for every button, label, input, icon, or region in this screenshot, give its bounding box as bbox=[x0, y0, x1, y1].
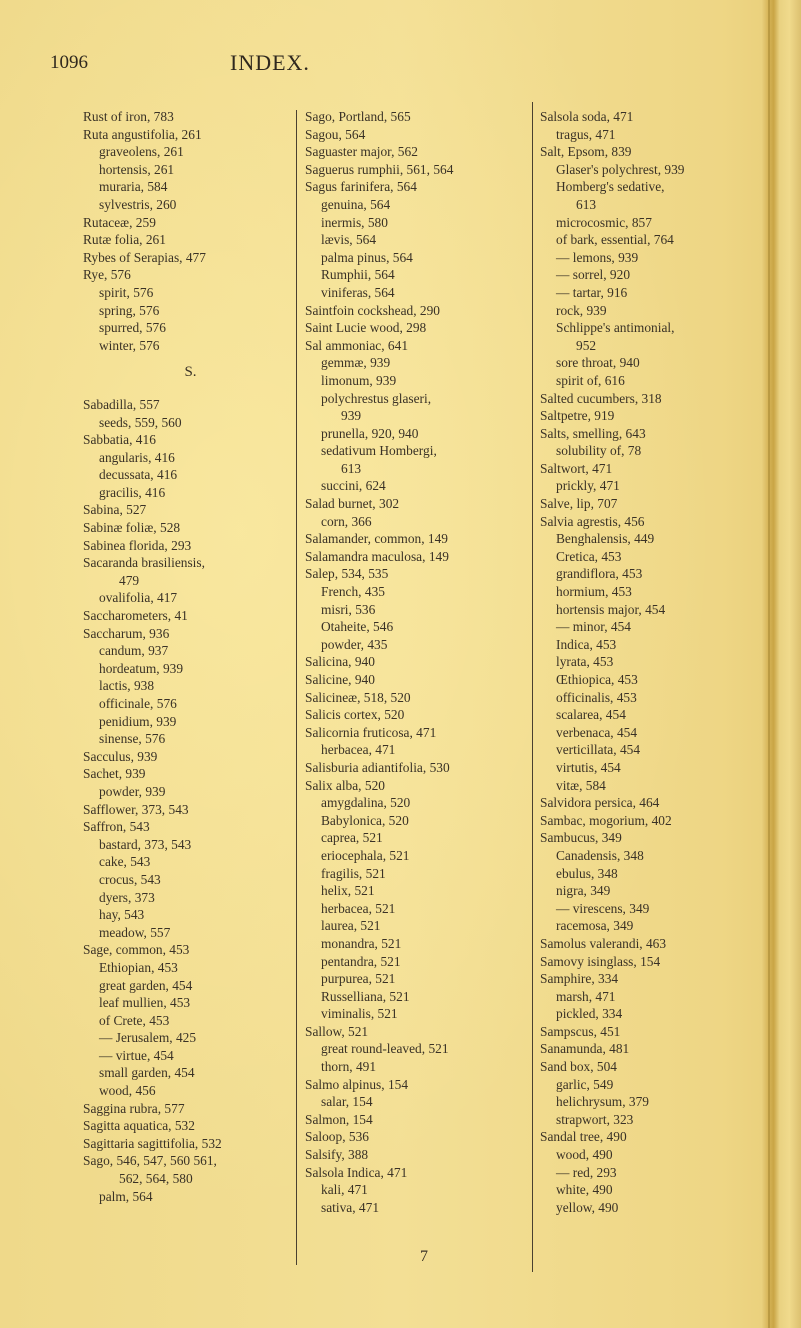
index-subentry: verticillata, 454 bbox=[556, 742, 641, 758]
index-entry: Ruta angustifolia, 261 bbox=[83, 126, 202, 142]
index-subentry: Canadensis, 348 bbox=[556, 847, 644, 863]
index-subentry: powder, 939 bbox=[99, 783, 166, 799]
index-subentry: great round-leaved, 521 bbox=[321, 1041, 449, 1057]
index-entry: Sago, Portland, 565 bbox=[305, 109, 411, 124]
index-subentry: yellow, 490 bbox=[556, 1199, 619, 1215]
signature-mark: 7 bbox=[420, 1248, 428, 1265]
section-letter: S. bbox=[184, 364, 197, 381]
index-subentry: garlic, 549 bbox=[556, 1076, 614, 1092]
index-subentry: spirit, 576 bbox=[99, 284, 154, 300]
index-subentry: officinalis, 453 bbox=[556, 689, 637, 705]
index-entry: Saguerus rumphii, 561, 564 bbox=[305, 161, 454, 177]
index-entry: Rust of iron, 783 bbox=[83, 109, 174, 124]
index-subentry: Russelliana, 521 bbox=[321, 988, 410, 1004]
index-entry: Salicornia fruticosa, 471 bbox=[305, 724, 437, 740]
index-subentry: hortensis major, 454 bbox=[556, 601, 666, 617]
index-subentry: meadow, 557 bbox=[99, 924, 171, 940]
index-subentry: graveolens, 261 bbox=[99, 144, 184, 160]
index-subentry: thorn, 491 bbox=[321, 1059, 377, 1075]
index-entry: Sambac, mogorium, 402 bbox=[540, 812, 672, 828]
index-entry: Saint Lucie wood, 298 bbox=[305, 320, 427, 336]
index-subentry: 952 bbox=[576, 337, 597, 353]
index-subentry: racemosa, 349 bbox=[556, 918, 634, 934]
index-entry: Saccharum, 936 bbox=[83, 625, 170, 641]
index-subentry: Œthiopica, 453 bbox=[556, 672, 638, 687]
index-subentry: grandiflora, 453 bbox=[556, 566, 643, 582]
index-subentry: viminalis, 521 bbox=[321, 1006, 398, 1022]
index-subentry: purpurea, 521 bbox=[321, 971, 396, 987]
index-entry: Sagitta aquatica, 532 bbox=[83, 1118, 195, 1134]
index-entry: Salmo alpinus, 154 bbox=[305, 1076, 409, 1092]
index-subentry: — red, 293 bbox=[556, 1164, 617, 1180]
index-entry: Sagus farinifera, 564 bbox=[305, 179, 417, 195]
index-subentry: — tartar, 916 bbox=[556, 284, 628, 300]
index-subentry: winter, 576 bbox=[99, 337, 160, 353]
index-entry: Sacculus, 939 bbox=[83, 748, 158, 764]
index-entry: Sage, common, 453 bbox=[83, 942, 190, 958]
index-entry: Salad burnet, 302 bbox=[305, 496, 400, 512]
index-entry: Sacaranda brasiliensis, bbox=[83, 555, 205, 571]
index-subentry: limonum, 939 bbox=[321, 372, 397, 388]
index-subentry: scalarea, 454 bbox=[556, 707, 626, 723]
index-entry: Salix alba, 520 bbox=[305, 777, 385, 793]
index-subentry: small garden, 454 bbox=[99, 1065, 195, 1081]
index-entry: Samovy isinglass, 154 bbox=[540, 953, 661, 969]
index-subentry: eriocephala, 521 bbox=[321, 847, 410, 863]
index-subentry: prickly, 471 bbox=[556, 478, 620, 494]
index-subentry: ovalifolia, 417 bbox=[99, 590, 178, 606]
index-subentry: hortensis, 261 bbox=[99, 161, 175, 177]
index-subentry: genuina, 564 bbox=[321, 196, 391, 212]
index-subentry: angularis, 416 bbox=[99, 449, 175, 465]
index-entry: Sal ammoniac, 641 bbox=[305, 337, 409, 353]
index-subentry: hormium, 453 bbox=[556, 584, 632, 600]
index-entry: Salted cucumbers, 318 bbox=[540, 390, 662, 406]
index-subentry: of bark, essential, 764 bbox=[556, 232, 674, 248]
index-entry: Salicine, 940 bbox=[305, 672, 375, 687]
index-entry: Salvia agrestis, 456 bbox=[540, 513, 645, 529]
index-entry: Salvidora persica, 464 bbox=[540, 795, 660, 811]
index-subentry: palm, 564 bbox=[99, 1188, 153, 1204]
index-entry: Salicis cortex, 520 bbox=[305, 707, 405, 723]
index-entry: Rye, 576 bbox=[83, 267, 131, 283]
index-subentry: candum, 937 bbox=[99, 643, 169, 659]
index-entry: Sachet, 939 bbox=[83, 766, 146, 782]
index-entry: Sabbatia, 416 bbox=[83, 432, 156, 448]
index-entry: Saltwort, 471 bbox=[540, 460, 613, 476]
column-divider-2 bbox=[532, 102, 533, 1272]
index-subentry: gracilis, 416 bbox=[99, 484, 166, 500]
page-title: INDEX. bbox=[230, 50, 310, 75]
index-entry: Salicineæ, 518, 520 bbox=[305, 689, 411, 705]
book-spine-edge bbox=[768, 0, 770, 1328]
index-entry: Samphire, 334 bbox=[540, 971, 619, 987]
index-subentry: herbacea, 471 bbox=[321, 742, 396, 758]
index-subentry: monandra, 521 bbox=[321, 935, 402, 951]
index-subentry: salar, 154 bbox=[321, 1094, 373, 1110]
index-subentry: rock, 939 bbox=[556, 302, 607, 318]
index-entry: Salamandra maculosa, 149 bbox=[305, 548, 449, 564]
index-subentry: — virescens, 349 bbox=[556, 900, 650, 916]
index-subentry: verbenaca, 454 bbox=[556, 724, 638, 740]
index-entry: Salisburia adiantifolia, 530 bbox=[305, 759, 450, 775]
index-entry: Salve, lip, 707 bbox=[540, 496, 618, 512]
index-subentry: amygdalina, 520 bbox=[321, 795, 411, 811]
index-subentry: seeds, 559, 560 bbox=[99, 414, 182, 430]
index-subentry: crocus, 543 bbox=[99, 871, 161, 887]
index-entry: Sagittaria sagittifolia, 532 bbox=[83, 1135, 222, 1151]
index-subentry: cake, 543 bbox=[99, 854, 151, 870]
index-subentry: great garden, 454 bbox=[99, 977, 193, 993]
index-subentry: tragus, 471 bbox=[556, 126, 616, 142]
index-entry: Sagou, 564 bbox=[305, 126, 366, 142]
index-subentry: Indica, 453 bbox=[556, 636, 617, 652]
index-subentry: — Jerusalem, 425 bbox=[99, 1030, 197, 1046]
index-subentry: polychrestus glaseri, bbox=[321, 390, 432, 406]
index-entry: Rutæ folia, 261 bbox=[83, 232, 166, 248]
index-entry: Salts, smelling, 643 bbox=[540, 425, 646, 441]
index-entry: Salsify, 388 bbox=[305, 1147, 369, 1163]
index-subentry: lyrata, 453 bbox=[556, 654, 614, 670]
index-subentry: laurea, 521 bbox=[321, 918, 381, 934]
index-subentry: muraria, 584 bbox=[99, 179, 168, 195]
index-entry: Sabadilla, 557 bbox=[83, 396, 160, 412]
index-subentry: — sorrel, 920 bbox=[556, 267, 631, 283]
index-subentry: Otaheite, 546 bbox=[321, 619, 394, 635]
page-number: 1096 bbox=[50, 52, 88, 73]
index-entry: Sanamunda, 481 bbox=[540, 1041, 630, 1057]
index-entry: Sallow, 521 bbox=[305, 1023, 369, 1039]
index-entry: Sandal tree, 490 bbox=[540, 1129, 627, 1145]
index-subentry: wood, 490 bbox=[556, 1147, 613, 1163]
index-entry: Sabinea florida, 293 bbox=[83, 537, 192, 553]
index-subentry: 479 bbox=[119, 572, 140, 588]
index-subentry: Benghalensis, 449 bbox=[556, 531, 655, 547]
index-subentry: corn, 366 bbox=[321, 513, 372, 529]
index-entry: Rybes of Serapias, 477 bbox=[83, 249, 206, 265]
index-subentry: white, 490 bbox=[556, 1182, 613, 1198]
index-subentry: fragilis, 521 bbox=[321, 865, 386, 881]
index-subentry: penidium, 939 bbox=[99, 713, 177, 729]
index-subentry: herbacea, 521 bbox=[321, 900, 396, 916]
index-subentry: prunella, 920, 940 bbox=[321, 425, 419, 441]
index-subentry: gemmæ, 939 bbox=[321, 355, 391, 371]
index-entry: Saguaster major, 562 bbox=[305, 144, 418, 160]
index-entry: Saffron, 543 bbox=[83, 819, 150, 835]
index-subentry: sedativum Hombergi, bbox=[321, 443, 437, 459]
index-entry: Rutaceæ, 259 bbox=[83, 214, 156, 230]
index-subentry: palma pinus, 564 bbox=[321, 249, 413, 265]
index-subentry: spirit of, 616 bbox=[556, 372, 625, 388]
index-column-1 bbox=[83, 108, 298, 1205]
index-entry: Sabinæ foliæ, 528 bbox=[83, 520, 181, 536]
index-subentry: French, 435 bbox=[321, 584, 385, 600]
index-subentry: helichrysum, 379 bbox=[556, 1094, 649, 1110]
index-subentry: sylvestris, 260 bbox=[99, 196, 177, 212]
index-subentry: helix, 521 bbox=[321, 883, 375, 899]
index-subentry: — virtue, 454 bbox=[99, 1047, 174, 1063]
index-entry: Saggina rubra, 577 bbox=[83, 1100, 185, 1116]
index-subentry: ebulus, 348 bbox=[556, 865, 618, 881]
index-entry: Sago, 546, 547, 560 561, bbox=[83, 1153, 217, 1169]
index-subentry: kali, 471 bbox=[321, 1182, 368, 1198]
index-column-2 bbox=[305, 108, 530, 1216]
index-entry: Samolus valerandi, 463 bbox=[540, 935, 667, 951]
index-entry: Salicina, 940 bbox=[305, 654, 375, 670]
index-subentry: sativa, 471 bbox=[321, 1199, 380, 1215]
index-subentry: Glaser's polychrest, 939 bbox=[556, 161, 685, 177]
index-entry: Sambucus, 349 bbox=[540, 830, 622, 846]
index-subentry: Rumphii, 564 bbox=[321, 267, 395, 283]
index-subentry: Ethiopian, 453 bbox=[99, 959, 178, 975]
index-subentry: hordeatum, 939 bbox=[99, 660, 184, 676]
index-entry: Salt, Epsom, 839 bbox=[540, 144, 632, 160]
index-entry: Sand box, 504 bbox=[540, 1059, 617, 1075]
index-entry: Saltpetre, 919 bbox=[540, 408, 615, 424]
index-subentry: lævis, 564 bbox=[321, 232, 377, 248]
index-subentry: marsh, 471 bbox=[556, 988, 616, 1004]
index-subentry: vitæ, 584 bbox=[556, 777, 606, 793]
index-entry: Safflower, 373, 543 bbox=[83, 801, 189, 817]
index-subentry: sore throat, 940 bbox=[556, 355, 640, 371]
index-subentry: Schlippe's antimonial, bbox=[556, 320, 675, 336]
index-entry: Saccharometers, 41 bbox=[83, 608, 188, 624]
index-subentry: of Crete, 453 bbox=[99, 1012, 170, 1028]
index-subentry: Cretica, 453 bbox=[556, 548, 622, 564]
index-subentry: Babylonica, 520 bbox=[321, 812, 409, 828]
index-subentry: sinense, 576 bbox=[99, 731, 166, 747]
index-entry: Saintfoin cockshead, 290 bbox=[305, 302, 440, 318]
index-subentry: pickled, 334 bbox=[556, 1006, 623, 1022]
index-subentry: spurred, 576 bbox=[99, 320, 166, 336]
index-entry: Salsola soda, 471 bbox=[540, 109, 634, 124]
index-entry: Salamander, common, 149 bbox=[305, 531, 449, 547]
index-subentry: succini, 624 bbox=[321, 478, 386, 494]
index-entry: Sabina, 527 bbox=[83, 502, 147, 518]
index-entry: Salmon, 154 bbox=[305, 1111, 373, 1127]
index-subentry: caprea, 521 bbox=[321, 830, 383, 846]
index-subentry: bastard, 373, 543 bbox=[99, 836, 192, 852]
index-subentry: powder, 435 bbox=[321, 636, 388, 652]
index-subentry: nigra, 349 bbox=[556, 883, 611, 899]
index-subentry: solubility of, 78 bbox=[556, 443, 642, 459]
index-subentry: leaf mullien, 453 bbox=[99, 995, 191, 1011]
index-subentry: 562, 564, 580 bbox=[119, 1171, 193, 1187]
index-column-3 bbox=[540, 108, 765, 1216]
index-subentry: — lemons, 939 bbox=[556, 249, 639, 265]
index-subentry: wood, 456 bbox=[99, 1083, 156, 1099]
index-subentry: pentandra, 521 bbox=[321, 953, 401, 969]
index-subentry: viniferas, 564 bbox=[321, 284, 395, 300]
index-subentry: hay, 543 bbox=[99, 907, 145, 923]
index-subentry: misri, 536 bbox=[321, 601, 376, 617]
index-subentry: virtutis, 454 bbox=[556, 759, 621, 775]
index-entry: Saloop, 536 bbox=[305, 1129, 369, 1145]
index-subentry: lactis, 938 bbox=[99, 678, 155, 694]
index-subentry: Homberg's sedative, bbox=[556, 179, 665, 195]
index-subentry: officinale, 576 bbox=[99, 696, 177, 711]
index-subentry: strapwort, 323 bbox=[556, 1111, 634, 1127]
index-subentry: 939 bbox=[341, 408, 362, 424]
index-entry: Salsola Indica, 471 bbox=[305, 1164, 408, 1180]
index-subentry: decussata, 416 bbox=[99, 467, 178, 483]
index-subentry: 613 bbox=[576, 196, 597, 212]
index-subentry: — minor, 454 bbox=[556, 619, 631, 635]
index-subentry: 613 bbox=[341, 460, 362, 476]
index-entry: Salep, 534, 535 bbox=[305, 566, 389, 582]
index-subentry: inermis, 580 bbox=[321, 214, 388, 230]
index-subentry: dyers, 373 bbox=[99, 889, 155, 905]
index-subentry: microcosmic, 857 bbox=[556, 214, 652, 230]
index-subentry: spring, 576 bbox=[99, 302, 160, 318]
index-entry: Sampscus, 451 bbox=[540, 1023, 621, 1039]
